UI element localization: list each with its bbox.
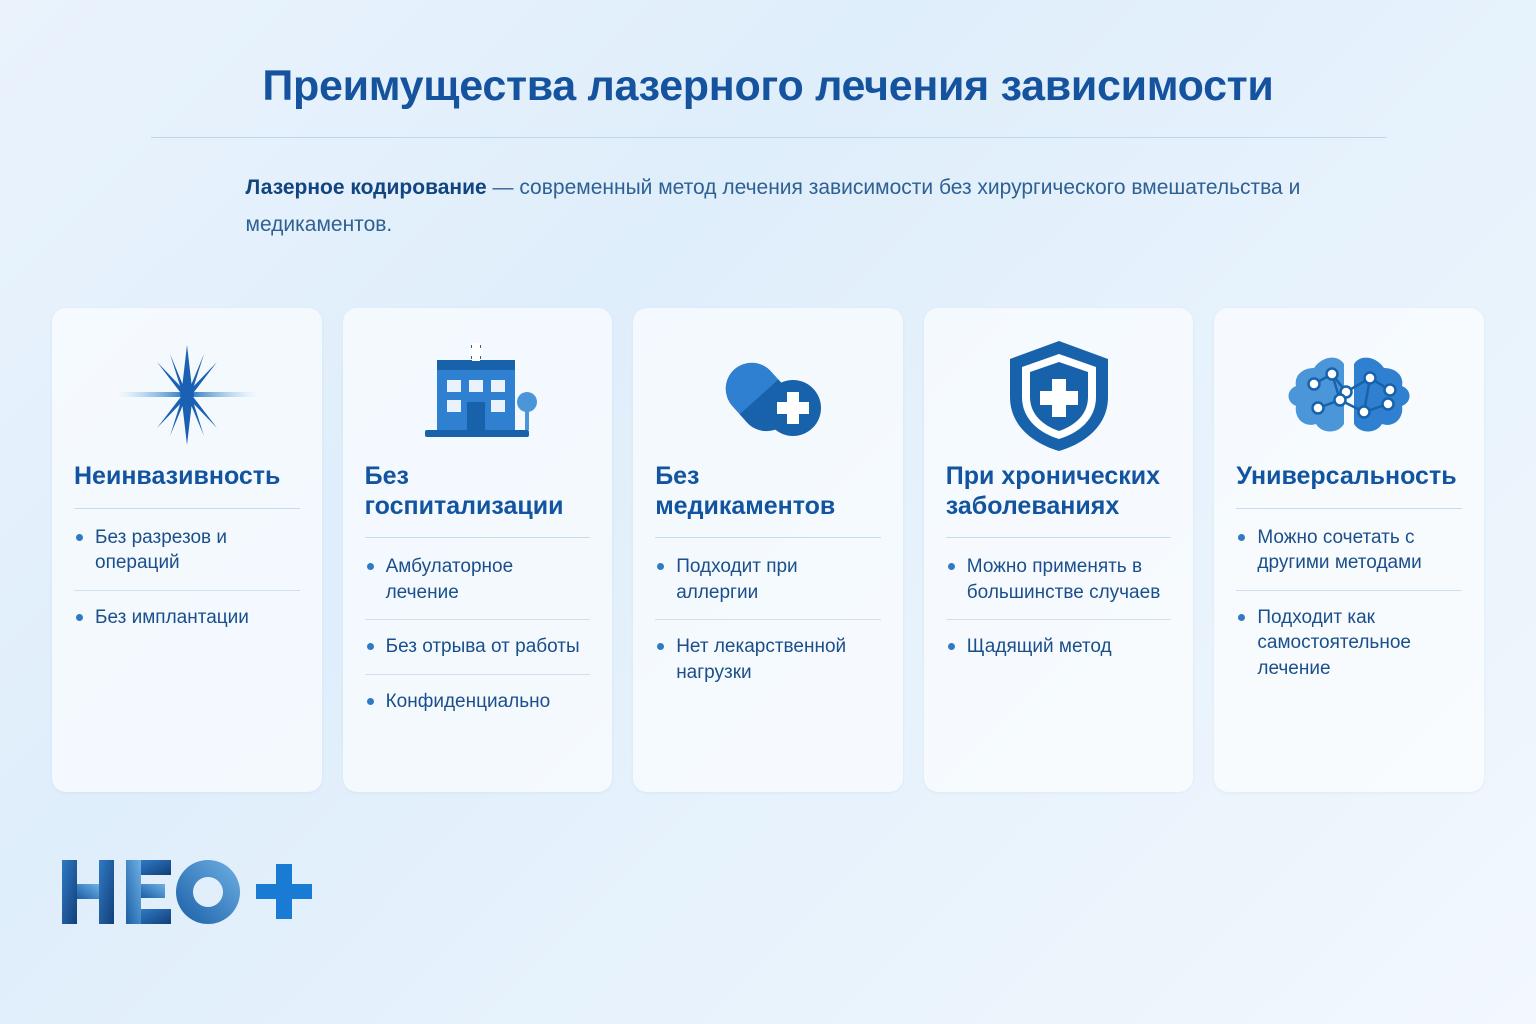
list-item: Нет лекарственной нагрузки — [655, 634, 881, 685]
list-item: Без отрыва от работы — [365, 634, 591, 675]
card-no-medication — [633, 308, 903, 792]
list-item: Можно сочетать с другими методами — [1236, 525, 1462, 591]
card-title: Неинвазивность — [74, 462, 281, 490]
list-item: Подходит как самостоятельное лечение — [1236, 605, 1462, 682]
card-bullets — [1236, 525, 1462, 682]
card-title-divider — [74, 508, 300, 509]
card-bullets — [946, 554, 1172, 660]
title-divider — [151, 137, 1386, 138]
card-title: При хронических заболеваниях — [945, 462, 1161, 520]
card-noninvasive — [52, 308, 322, 792]
page-title: Преимущества лазерного лечения зависимости — [262, 62, 1274, 110]
list-item: Без разрезов и операций — [74, 525, 300, 591]
logo — [60, 856, 330, 928]
subtitle — [151, 170, 1386, 244]
card-title-divider — [365, 537, 591, 538]
card-title: Универсальность — [1236, 462, 1457, 490]
list-item: Конфиденциально — [365, 689, 591, 715]
card-universality — [1214, 308, 1484, 792]
list-item: Без имплантации — [74, 605, 300, 631]
card-title: Без госпитализации — [364, 462, 564, 520]
list-item: Подходит при аллергии — [655, 554, 881, 620]
card-title-divider — [946, 537, 1172, 538]
brain-network-icon — [1236, 332, 1462, 458]
list-item: Щадящий метод — [946, 634, 1172, 660]
card-bullets — [365, 554, 591, 715]
card-bullets — [655, 554, 881, 686]
pills-medical-cross-icon — [655, 332, 881, 458]
cards-row — [52, 308, 1484, 792]
card-bullets — [74, 525, 300, 631]
card-no-hospitalization — [343, 308, 613, 792]
laser-burst-icon — [74, 332, 300, 458]
shield-cross-icon — [946, 332, 1172, 458]
list-item: Амбулаторное лечение — [365, 554, 591, 620]
subtitle-strong: Лазерное кодирование — [245, 176, 487, 199]
subtitle-rest: — современный метод лечения зависимости без хирургического вмешательства и медикаментов. — [245, 176, 1301, 236]
hospital-building-icon — [365, 332, 591, 458]
card-title-divider — [1236, 508, 1462, 509]
card-chronic-conditions — [924, 308, 1194, 792]
card-title-divider — [655, 537, 881, 538]
list-item: Можно применять в большинстве случаев — [946, 554, 1172, 620]
card-title: Без медикаментов — [655, 462, 836, 520]
